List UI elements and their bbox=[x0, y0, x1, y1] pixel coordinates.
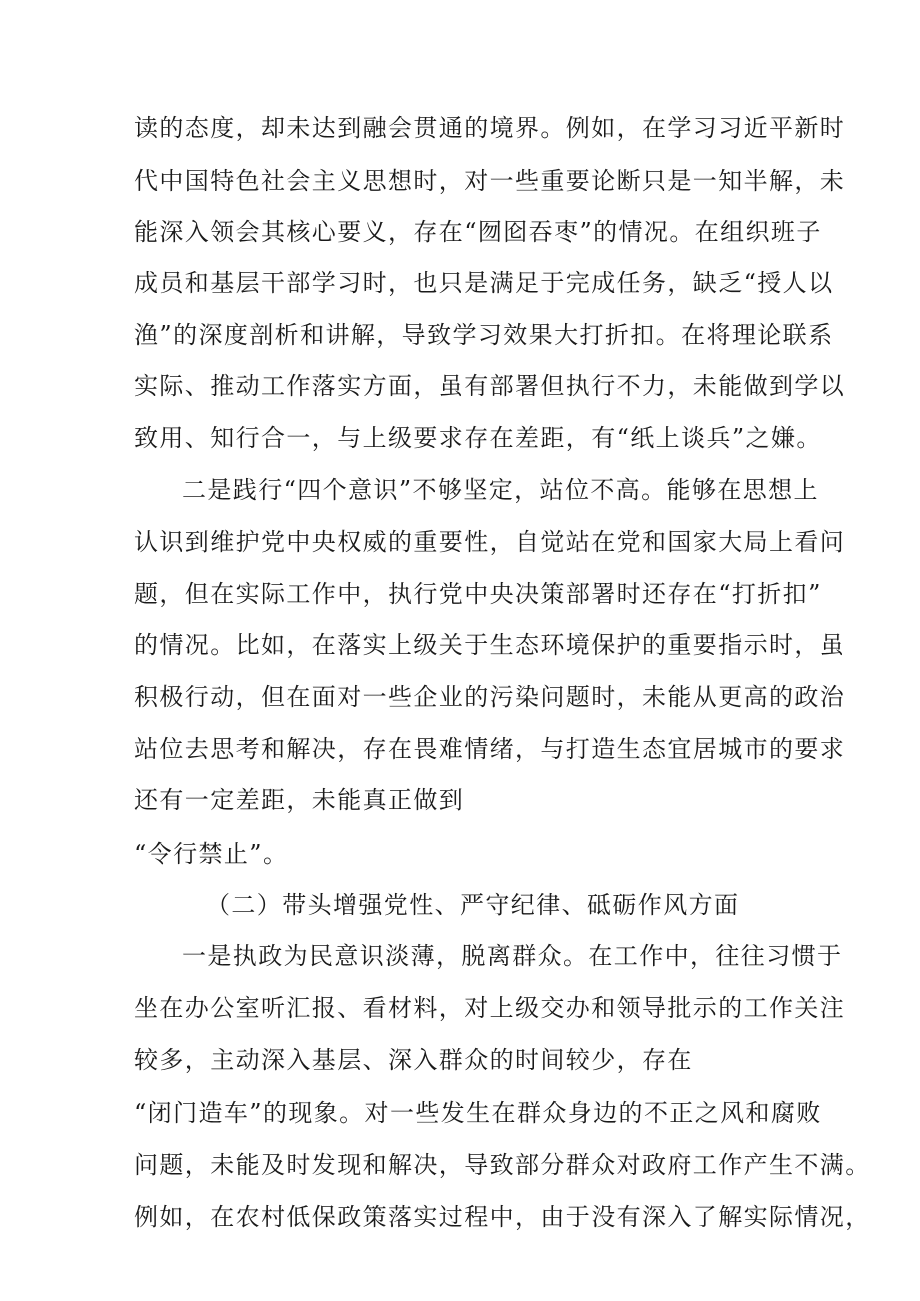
paragraph-start-line: 一是执政为民意识淡薄，脱离群众。在工作中，往往习惯于 bbox=[182, 942, 843, 970]
text-line: “令行禁止”。 bbox=[134, 840, 289, 868]
text-line: “闭门造车”的现象。对一些发生在群众身边的不正之风和腐败 bbox=[134, 1099, 822, 1127]
text-line: 致用、知行合一，与上级要求存在差距，有“纸上谈兵”之嫌。 bbox=[134, 424, 822, 452]
text-line: 认识到维护党中央权威的重要性，自觉站在党和国家大局上看问 bbox=[134, 528, 846, 556]
text-line: 渔”的深度剖析和讲解，导致学习效果大打折扣。在将理论联系 bbox=[134, 321, 834, 349]
text-line: 站位去思考和解决，存在畏难情绪，与打造生态宜居城市的要求 bbox=[134, 735, 846, 763]
text-line: 读的态度，却未达到融会贯通的境界。例如，在学习习近平新时 bbox=[134, 114, 846, 142]
text-line: 较多，主动深入基层、深入群众的时间较少，存在 bbox=[134, 1046, 693, 1074]
text-line: 能深入领会其核心要义，存在“囫囵吞枣”的情况。在组织班子 bbox=[134, 218, 822, 246]
text-line: 实际、推动工作落实方面，虽有部署但执行不力，未能做到学以 bbox=[134, 372, 846, 400]
text-line: 积极行动，但在面对一些企业的污染问题时，未能从更高的政治 bbox=[134, 683, 846, 711]
section-heading: （二）带头增强党性、严守纪律、砥砺作风方面 bbox=[206, 891, 740, 919]
text-line: 问题，未能及时发现和解决，导致部分群众对政府工作产生不满。 bbox=[134, 1151, 871, 1179]
text-line: 代中国特色社会主义思想时，对一些重要论断只是一知半解，未 bbox=[134, 167, 846, 195]
text-line: 坐在办公室听汇报、看材料，对上级交办和领导批示的工作关注 bbox=[134, 994, 846, 1022]
text-line: 例如，在农村低保政策落实过程中，由于没有深入了解实际情况， bbox=[134, 1203, 871, 1231]
text-line: 成员和基层干部学习时，也只是满足于完成任务，缺乏“授人以 bbox=[134, 269, 834, 297]
text-line: 的情况。比如，在落实上级关于生态环境保护的重要指示时，虽 bbox=[134, 631, 846, 659]
paragraph-start-line: 二是践行“四个意识”不够坚定，站位不高。能够在思想上 bbox=[182, 476, 819, 504]
text-line: 还有一定差距，未能真正做到 bbox=[134, 786, 465, 814]
text-line: 题，但在实际工作中，执行党中央决策部署时还存在“打折扣” bbox=[134, 580, 822, 608]
